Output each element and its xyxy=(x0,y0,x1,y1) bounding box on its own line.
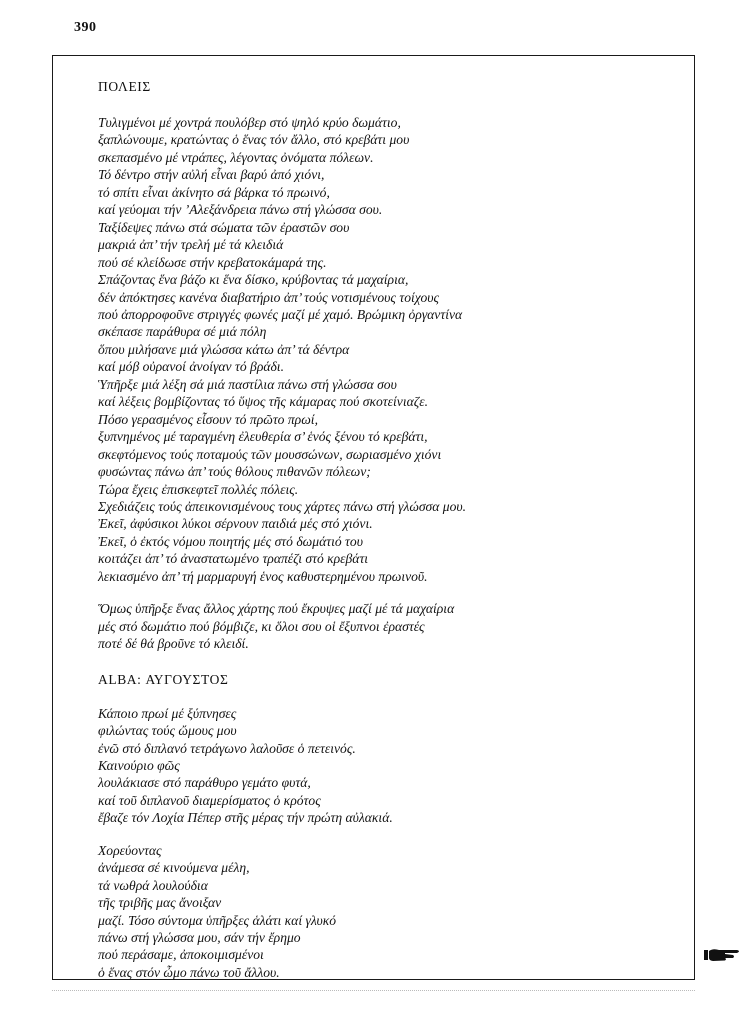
poleis-stanza xyxy=(98,114,658,585)
poem-line: Τώρα ἔχεις ἐπισκεφτεῖ πολλές πόλεις. xyxy=(98,481,299,497)
poem-line: μές στό δωμάτιο πού βόμβιζε, κι ὅλοι σου οἱ ἔξυπνοι ἐραστές xyxy=(98,618,425,634)
poem-line: δέν ἀπόκτησες κανένα διαβατήριο ἀπ’ τούς νοτισμένους τοίχους xyxy=(98,289,440,305)
poem-line: ξυπνημένος μέ ταραγμένη ἐλευθερία σ’ ἑνός ξένου τό κρεβάτι, xyxy=(98,429,428,445)
page-number: 390 xyxy=(74,20,97,35)
poem-line: φυσώντας πάνω ἀπ’ τούς θόλους πιθανῶν πόλεων; xyxy=(98,464,371,480)
poem-line: τά νωθρά λουλούδια xyxy=(98,877,208,893)
poem-line: μακριά ἀπ’ τήν τρελή μέ τά κλειδιά xyxy=(98,237,284,253)
poem-line: πού περάσαμε, ἀποκοιμισμένοι xyxy=(98,947,264,963)
alba-stanza xyxy=(98,842,658,982)
poem-line: Ἐκεῖ, ὁ ἐκτός νόμου ποιητής μές στό δωμάτιό του xyxy=(98,533,363,549)
poem-line: Ἐκεῖ, ἀφύσικοι λύκοι σέρνουν παιδιά μές στό χιόνι. xyxy=(98,516,373,532)
poem-line: σκεπασμένο μέ ντράπες, λέγοντας ὀνόματα πόλεων. xyxy=(98,149,374,165)
poem-body-alba xyxy=(98,705,658,982)
poem-line: πού σέ κλείδωσε στήν κρεβατοκάμαρά της. xyxy=(98,254,327,270)
poem-line: Πόσο γερασμένος εἶσουν τό πρῶτο πρωί, xyxy=(98,411,318,427)
poem-line: Ταξίδεψες πάνω στά σώματα τῶν ἐραστῶν σου xyxy=(98,219,350,235)
poem-line: πάνω στή γλώσσα μου, σάν τήν ἔρημο xyxy=(98,930,301,946)
poem-title-alba: ALBA: ΑΥΓΟΥΣΤΟΣ xyxy=(98,671,229,687)
poem-line: Καινούριο φῶς xyxy=(98,757,180,773)
poem-line: τό σπίτι εἶναι ἀκίνητο σά βάρκα τό πρωινό, xyxy=(98,184,330,200)
alba-stanza xyxy=(98,705,658,827)
poem-line: ἔβαζε τόν Λοχία Πέπερ στῆς μέρας τήν πρώτη αὐλακιά. xyxy=(98,810,393,826)
poem-line: Τυλιγμένοι μέ χοντρά πουλόβερ στό ψηλό κρύο δωμάτιο, xyxy=(98,115,401,130)
poem-line: ὁ ἕνας στόν ὦμο πάνω τοῦ ἄλλου. xyxy=(98,964,280,980)
poem-line: ποτέ δέ θά βροῦνε τό κλειδί. xyxy=(98,636,249,652)
bottom-rule xyxy=(52,990,695,991)
poem-content xyxy=(98,78,658,981)
poem-line: Σπάζοντας ἕνα βάζο κι ἕνα δίσκο, κρύβοντας τά μαχαίρια, xyxy=(98,272,409,288)
poem-line: ἐνῶ στό διπλανό τετράγωνο λαλοῦσε ὁ πετεινός. xyxy=(98,740,356,756)
poem-line: πού ἀπορροφοῦνε στριγγές φωνές μαζί μέ χαμό. Βρώμικη ὀργαντίνα xyxy=(98,306,463,322)
poem-line: σκέπασε παράθυρα σέ μιά πόλη xyxy=(98,324,267,340)
poem-line: Σχεδιάζεις τούς ἀπεικονισμένους τους χάρτες πάνω στή γλώσσα μου. xyxy=(98,498,467,514)
poem-line: μαζί. Τόσο σύντομα ὑπῆρξες ἁλάτι καί γλυκό xyxy=(98,912,337,928)
poem-line: Ὑπῆρξε μιά λέξη σά μιά παστίλια πάνω στή γλώσσα σου xyxy=(98,376,397,392)
poem-line: καί μόβ οὐρανοί ἀνοίγαν τό βράδι. xyxy=(98,359,284,375)
poem-line: Ὅμως ὑπῆρξε ἕνας ἄλλος χάρτης πού ἔκρυψες μαζί μέ τά μαχαίρια xyxy=(98,601,455,617)
poem-line: Κάποιο πρωί μέ ξύπνησες xyxy=(98,705,237,721)
poem-line: καί λέξεις βομβίζοντας τό ὕψος τῆς κάμαρας πού σκοτείνιαζε. xyxy=(98,394,428,410)
poem-line: ὅπου μιλήσανε μιά γλώσσα κάτω ἀπ’ τά δέντρα xyxy=(98,341,350,357)
poem-line: σκεφτόμενος τούς ποταμούς τῶν μουσσώνων, σωριασμένο χιόνι xyxy=(98,446,442,462)
poem-line: Τό δέντρο στήν αὐλή εἶναι βαρύ ἀπό χιόνι, xyxy=(98,167,325,183)
poem-line: κοιτάζει ἀπ’ τό ἀναστατωμένο τραπέζι στό κρεβάτι xyxy=(98,551,369,567)
poem-body-poleis xyxy=(98,114,658,653)
poem-line: ἀνάμεσα σέ κινούμενα μέλη, xyxy=(98,860,250,876)
poem-line: καί τοῦ διπλανοῦ διαμερίσματος ὁ κρότος xyxy=(98,792,321,808)
poem-line: Χορεύοντας xyxy=(98,842,162,858)
poem-line: ξαπλώνουμε, κρατώντας ὁ ἕνας τόν ἄλλο, στό κρεβάτι μου xyxy=(98,132,410,148)
poem-line: φιλώντας τούς ὤμους μου xyxy=(98,723,237,739)
poem-line: λουλάκιασε στό παράθυρο γεμάτο φυτά, xyxy=(98,775,311,791)
poem-line: καί γεύομαι τήν ’Αλεξάνδρεια πάνω στή γλώσσα σου. xyxy=(98,202,383,218)
pointing-hand-icon xyxy=(703,946,743,964)
poleis-stanza xyxy=(98,600,658,652)
poem-title-poleis: ΠΟΛΕΙΣ xyxy=(98,79,151,94)
poem-line: λεκιασμένο ἀπ’ τή μαρμαρυγή ἑνος καθυστερημένου πρωινοῦ. xyxy=(98,568,428,584)
poem-line: τῆς τριβῆς μας ἄνοιξαν xyxy=(98,895,222,911)
